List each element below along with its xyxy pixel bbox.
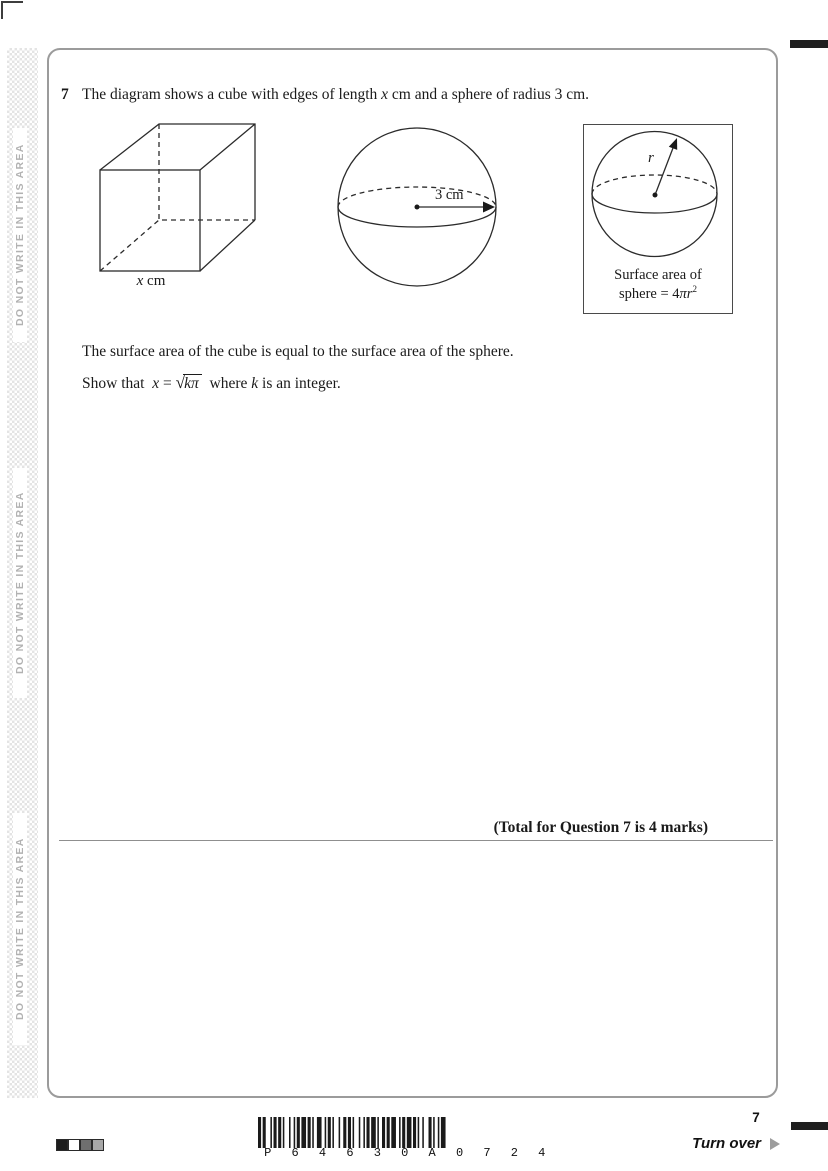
do-not-write-watermark: DO NOT WRITE IN THIS AREA <box>13 813 27 1045</box>
calibration-square-darkgray <box>80 1139 92 1151</box>
show-that-text: is an integer. <box>258 375 341 392</box>
crop-mark-icon <box>1 1 23 19</box>
do-not-write-watermark: DO NOT WRITE IN THIS AREA <box>13 128 27 342</box>
barcode <box>258 1117 558 1163</box>
radius-arrowhead-icon <box>483 202 495 213</box>
page-number: 7 <box>752 1110 760 1125</box>
barcode-text: P 6 4 6 3 0 A 0 7 2 4 <box>264 1146 552 1160</box>
cube-diagram <box>92 117 267 282</box>
do-not-write-watermark: DO NOT WRITE IN THIS AREA <box>13 468 27 698</box>
equals-sign: = <box>159 375 176 392</box>
calibration-square-lightgray <box>92 1139 104 1151</box>
print-registration-mark <box>791 1122 828 1130</box>
cube-edge-label <box>116 273 186 290</box>
print-calibration-squares <box>56 1139 104 1151</box>
question-intro-text: cm and a sphere of radius 3 cm. <box>388 86 590 103</box>
sphere-radius-label: 3 cm <box>435 187 464 203</box>
total-marks-label: (Total for Question 7 is 4 marks) <box>493 819 708 836</box>
turn-over-arrow-icon <box>770 1138 780 1150</box>
formula-caption-line1: Surface area of <box>614 267 702 283</box>
sphere-center-dot <box>415 205 420 210</box>
statement-text: The surface area of the cube is equal to the surface area of the sphere. <box>82 343 514 360</box>
formula-variables: πr <box>679 285 693 302</box>
variable-k: k <box>251 375 259 392</box>
sphere-diagram <box>336 126 500 290</box>
show-that-text: where <box>201 375 252 392</box>
show-that-text: Show that <box>82 375 153 392</box>
sphere-center-dot <box>653 193 658 198</box>
print-registration-mark <box>790 40 828 48</box>
answer-area-frame <box>47 48 778 1098</box>
question-number: 7 <box>61 86 69 103</box>
turn-over-indicator <box>600 1135 780 1152</box>
sqrt-symbol: √ <box>175 373 186 392</box>
variable-x: x <box>381 86 389 103</box>
formula-caption-line2 <box>584 284 732 303</box>
formula-exponent: 2 <box>692 284 697 294</box>
radius-variable-label: r <box>648 150 654 166</box>
calibration-square-white <box>68 1139 80 1151</box>
sqrt-radicand: kπ <box>183 374 202 392</box>
radius-arrowhead-icon <box>669 138 677 150</box>
calibration-square-black <box>56 1139 68 1151</box>
barcode-bars <box>258 1117 558 1148</box>
formula-sphere-diagram <box>584 125 734 265</box>
question-intro <box>82 86 742 104</box>
formula-text: sphere = 4 <box>619 285 680 302</box>
question-intro-text: The diagram shows a cube with edges of length <box>82 86 382 103</box>
unit-cm: cm <box>143 273 166 289</box>
variable-x: x <box>152 375 160 392</box>
answer-area-divider <box>59 840 773 841</box>
turn-over-label: Turn over <box>692 1135 761 1152</box>
variable-x: x <box>136 273 144 289</box>
formula-box <box>583 124 733 314</box>
show-that-line <box>82 371 341 396</box>
